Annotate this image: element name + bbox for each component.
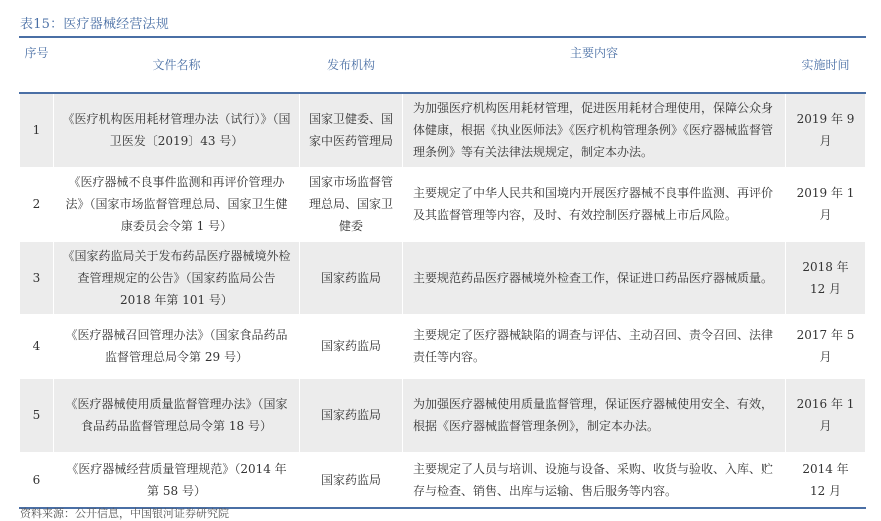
- row-date: 2014 年 12 月: [786, 452, 866, 508]
- row-no: 2: [20, 167, 54, 241]
- row-no: 3: [20, 241, 54, 314]
- row-name: 《医疗器械经营质量管理规范》（2014 年第 58 号）: [54, 452, 300, 508]
- row-content: 主要规范药品医疗器械境外检查工作，保证进口药品医疗器械质量。: [403, 241, 786, 314]
- row-name: 《国家药监局关于发布药品医疗器械境外检查管理规定的公告》（国家药监局公告 2018 年第 101 号）: [54, 241, 300, 314]
- row-org: 国家市场监督管理总局、国家卫健委: [300, 167, 403, 241]
- row-no: 4: [20, 314, 54, 378]
- row-no: 1: [20, 93, 54, 167]
- header-date: 实施时间: [786, 37, 866, 93]
- row-date: 2019 年 1 月: [786, 167, 866, 241]
- row-name: 《医疗器械召回管理办法》（国家食品药品监督管理总局令第 29 号）: [54, 314, 300, 378]
- row-org: 国家药监局: [300, 452, 403, 508]
- row-org: 国家药监局: [300, 314, 403, 378]
- row-content: 为加强医疗器械使用质量监督管理，保证医疗器械使用安全、有效，根据《医疗器械监督管理条例》，制定本办法。: [403, 378, 786, 452]
- source-note: 资料来源：公开信息，中国银河证券研究院: [20, 507, 229, 520]
- row-date: 2018 年 12 月: [786, 241, 866, 314]
- row-date: 2016 年 1 月: [786, 378, 866, 452]
- row-content: 主要规定了中华人民共和国境内开展医疗器械不良事件监测、再评价及其监督管理等内容，及时、有效控制医疗器械上市后风险。: [403, 167, 786, 241]
- row-org: 国家药监局: [300, 241, 403, 314]
- row-name: 《医疗器械不良事件监测和再评价管理办法》（国家市场监督管理总局、国家卫生健康委员会令第 1 号）: [54, 167, 300, 241]
- row-content: 主要规定了医疗器械缺陷的调查与评估、主动召回、责令召回、法律责任等内容。: [403, 314, 786, 378]
- row-date: 2019 年 9 月: [786, 93, 866, 167]
- header-no: 序号: [20, 37, 54, 93]
- header-org: 发布机构: [300, 37, 403, 93]
- row-no: 6: [20, 452, 54, 508]
- row-date: 2017 年 5 月: [786, 314, 866, 378]
- table-row: [20, 241, 866, 314]
- row-name: 《医疗机构医用耗材管理办法（试行）》（国卫医发〔2019〕43 号）: [54, 93, 300, 167]
- table-row: [20, 167, 866, 241]
- table-header-row: [20, 37, 866, 93]
- table-row: [20, 314, 866, 378]
- row-no: 5: [20, 378, 54, 452]
- row-name: 《医疗器械使用质量监督管理办法》（国家食品药品监督管理总局令第 18 号）: [54, 378, 300, 452]
- header-name: 文件名称: [54, 37, 300, 93]
- table-row: [20, 378, 866, 452]
- row-content: 主要规定了人员与培训、设施与设备、采购、收货与验收、入库、贮存与检查、销售、出库与运输、售后服务等内容。: [403, 452, 786, 508]
- row-org: 国家药监局: [300, 378, 403, 452]
- table-row: [20, 452, 866, 508]
- row-org: 国家卫健委、国家中医药管理局: [300, 93, 403, 167]
- table-row: [20, 93, 866, 167]
- table-caption: 表15：医疗器械经营法规: [20, 17, 169, 32]
- regulations-table: [19, 36, 866, 509]
- row-content: 为加强医疗机构医用耗材管理，促进医用耗材合理使用，保障公众身体健康，根据《执业医师法》《医疗机构管理条例》《医疗器械监督管理条例》等有关法律法规规定，制定本办法。: [403, 93, 786, 167]
- header-content: 主要内容: [403, 37, 786, 93]
